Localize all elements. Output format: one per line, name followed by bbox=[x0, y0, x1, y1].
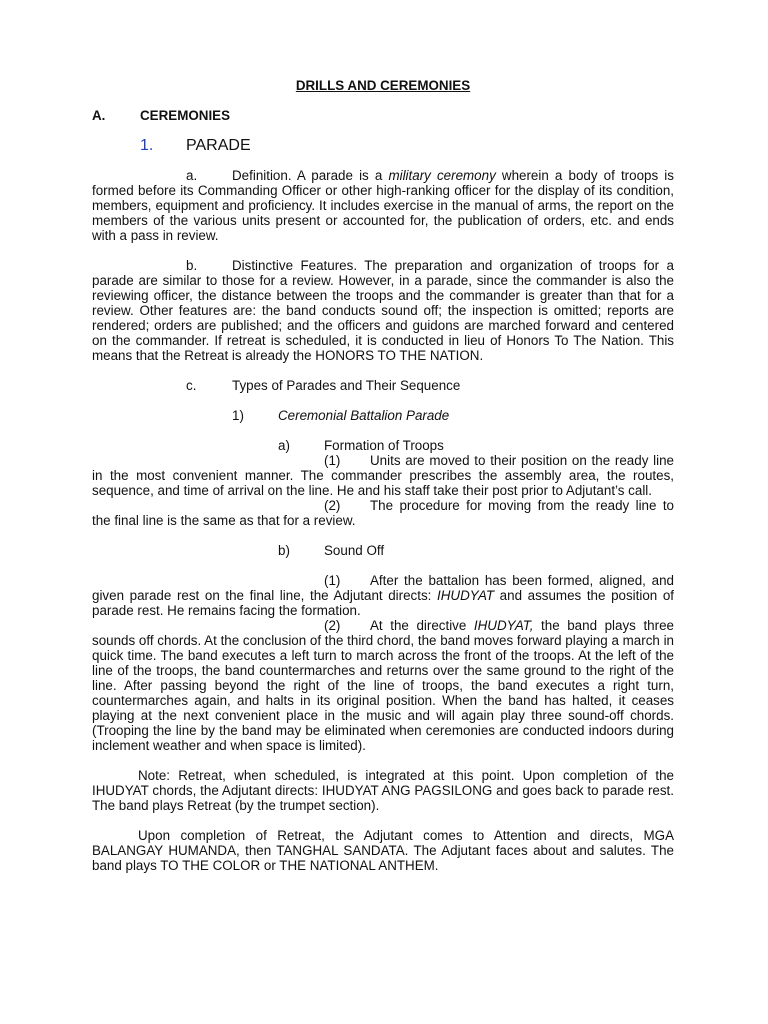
item-b1-text-italic: IHUDYAT bbox=[437, 588, 495, 603]
section-1-heading bbox=[140, 138, 674, 158]
section-1-label: 1. bbox=[140, 137, 154, 154]
item-b2-text-1: At the directive bbox=[370, 618, 474, 633]
paragraph-a-text-1: Definition. A parade is a bbox=[232, 168, 389, 183]
item-b2-label: (2) bbox=[324, 618, 341, 633]
paragraph-b-features bbox=[92, 258, 674, 363]
item-b1-text-2: and assumes the position of parade rest. He remains facing the formation. bbox=[92, 588, 675, 618]
paragraph-c-text: Types of Parades and Their Sequence bbox=[232, 378, 461, 393]
item-1-text: Ceremonial Battalion Parade bbox=[278, 408, 450, 423]
paragraph-a-text-2: wherein a body of troops is formed before its Commanding Officer or other high-ranking officer for the display of its condition, members, equipment and proficiency. It includes exercise in the manual of arms, the report on the members of the various units present or accounted for, the publication of orders, etc. and ends with a pass in review. bbox=[92, 168, 674, 243]
paragraph-a-text-italic: military ceremony bbox=[388, 168, 496, 183]
item-b-label: b) bbox=[278, 543, 290, 558]
item-b1-paragraph bbox=[92, 573, 674, 618]
section-a-heading bbox=[92, 108, 674, 124]
item-1-label: 1) bbox=[232, 408, 244, 423]
item-a2-paragraph bbox=[92, 498, 674, 528]
document-title: DRILLS AND CEREMONIES bbox=[295, 78, 471, 93]
document-page bbox=[92, 78, 674, 888]
item-a-text: Formation of Troops bbox=[324, 438, 444, 453]
section-1-title: PARADE bbox=[186, 137, 251, 154]
item-b2-text-2: the band plays three sounds off chords. At the conclusion of the third chord, the band moves forward playing a march in quick time. The band executes a left turn to march across the front of the troops. At the left of the line of the troops, the band countermarches and returns over the same ground to the right of the line. After passing beyond the right of the line of troops, the band executes a right turn, countermarches again, and halts in its original position. When the band has halted, it ceases playing at the next convenient place in the music and will again play three sound-off chords. (Trooping the line by the band may be eliminated when ceremonies are conducted indoors during inclement weather and when space is limited). bbox=[92, 618, 674, 753]
item-a1-label: (1) bbox=[324, 453, 341, 468]
item-a2-label: (2) bbox=[324, 498, 341, 513]
item-a2-text: The procedure for moving from the ready line to the final line is the same as that for a review. bbox=[92, 498, 674, 528]
item-b2-text-italic: IHUDYAT, bbox=[473, 618, 534, 633]
item-b-text: Sound Off bbox=[324, 543, 385, 558]
item-a-label: a) bbox=[278, 438, 290, 453]
section-a-label: A. bbox=[92, 108, 106, 123]
item-b1-text-1: After the battalion has been formed, aligned, and given parade rest on the final line, the Adjutant directs: bbox=[92, 573, 674, 603]
item-a1-text: Units are moved to their position on the ready line in the most convenient manner. The commander prescribes the assembly area, the routes, sequence, and time of arrival on the line. He and his staff take their post prior to Adjutant’s call. bbox=[92, 453, 674, 498]
section-a-title: CEREMONIES bbox=[140, 108, 231, 123]
item-a1-paragraph bbox=[92, 453, 674, 498]
paragraph-b-label: b. bbox=[186, 258, 198, 273]
paragraph-a-definition bbox=[92, 168, 674, 243]
paragraph-a-label: a. bbox=[186, 168, 198, 183]
note-paragraph: Note: Retreat, when scheduled, is integrated at this point. Upon completion of the IHUDYAT chords, the Adjutant directs: IHUDYAT ANG PAGSILONG and goes back to parade rest. The band plays Retreat (by the trumpet section). bbox=[92, 768, 674, 813]
paragraph-b-text: Distinctive Features. The preparation and organization of troops for a parade are similar to those for a review. However, in a parade, since the commander is also the reviewing officer, the distance between the troops and the commander is greater than that for a review. Other features are: the band conducts sound off; the inspection is omitted; reports are rendered; orders are published; and the officers and guidons are marched forward and centered on the commander. If retreat is scheduled, it is conducted in lieu of Honors To The Nation. This means that the Retreat is already the HONORS TO THE NATION. bbox=[92, 258, 674, 363]
item-b2-paragraph bbox=[92, 618, 674, 753]
item-a-formation bbox=[278, 438, 674, 453]
item-b-sound-off bbox=[278, 543, 674, 558]
item-1-ceremonial-parade bbox=[232, 408, 674, 423]
paragraph-c-label: c. bbox=[186, 378, 197, 393]
paragraph-c-types bbox=[186, 378, 674, 393]
item-b1-label: (1) bbox=[324, 573, 341, 588]
final-paragraph: Upon completion of Retreat, the Adjutant comes to Attention and directs, MGA BALANGAY HUMANDA, then TANGHAL SANDATA. The Adjutant faces about and salutes. The band plays TO THE COLOR or THE NATIONAL ANTHEM. bbox=[92, 828, 674, 873]
